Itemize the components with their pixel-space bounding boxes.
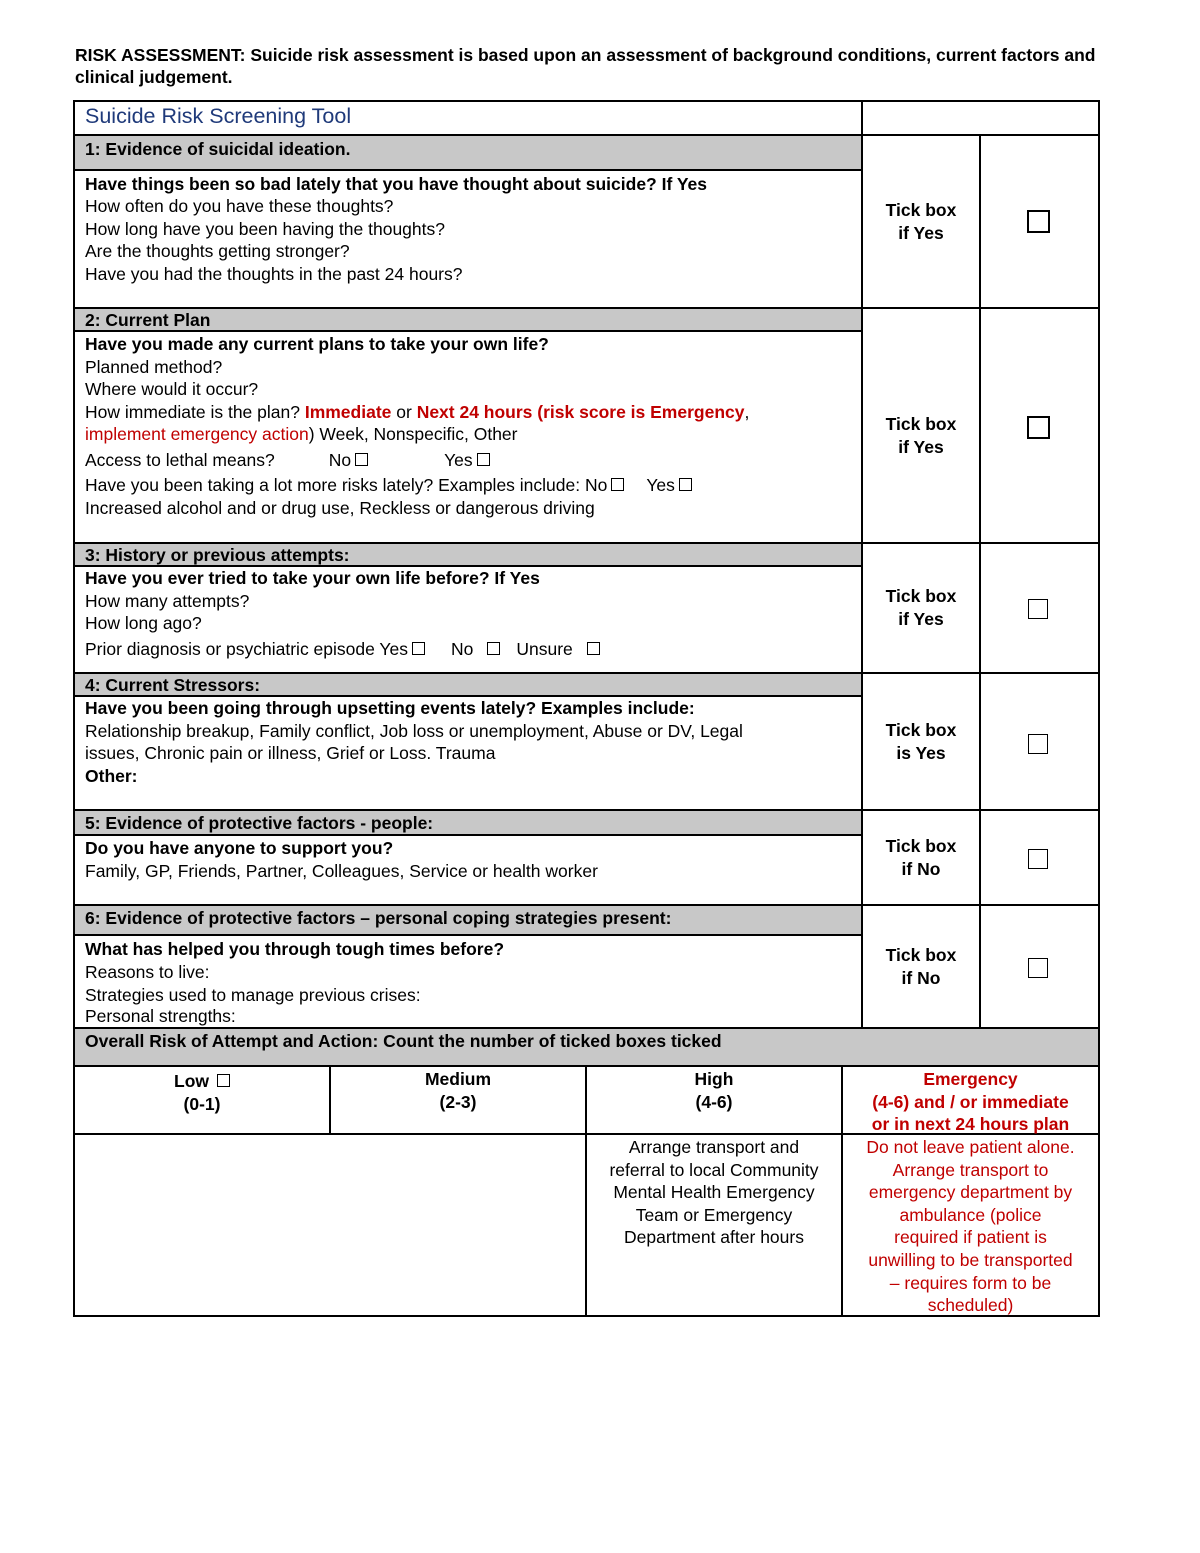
s3-checkbox[interactable] bbox=[1028, 599, 1048, 619]
s1-line: How often do you have these thoughts? bbox=[85, 196, 394, 216]
s3-prior-line: Prior diagnosis or psychiatric episode Yes No Unsure bbox=[85, 638, 600, 661]
overall-header: Overall Risk of Attempt and Action: Count the number of ticked boxes ticked bbox=[85, 1031, 722, 1051]
s6-line: Personal strengths: bbox=[85, 1006, 236, 1026]
s4-header: 4: Current Stressors: bbox=[85, 675, 261, 695]
s2-risks-line: Have you been taking a lot more risks lately? Examples include: No Yes bbox=[85, 474, 692, 497]
s1-tick-label: Tick box if Yes bbox=[885, 200, 957, 243]
s2-access-line: Access to lethal means? No Yes bbox=[85, 449, 490, 472]
emergency-action: Do not leave patient alone. Arrange transport to emergency department by ambulance (police required if patient is unwilling to be transported – requires form to be scheduled) bbox=[866, 1137, 1075, 1316]
prior-yes-checkbox[interactable] bbox=[412, 642, 425, 655]
s6-question: What has helped you through tough times before? bbox=[85, 939, 505, 959]
s5-question: Do you have anyone to support you? bbox=[85, 838, 394, 858]
s1-header: 1: Evidence of suicidal ideation. bbox=[85, 139, 351, 159]
risks-yes-checkbox[interactable] bbox=[679, 478, 692, 491]
s3-header: 3: History or previous attempts: bbox=[85, 545, 350, 565]
s5-line: Family, GP, Friends, Partner, Colleagues, Service or health worker bbox=[85, 861, 598, 881]
s2-immediate-line: How immediate is the plan? Immediate or Next 24 hours (risk score is Emergency, bbox=[85, 402, 750, 422]
s6-line: Strategies used to manage previous crises: bbox=[85, 985, 421, 1005]
prior-unsure-checkbox[interactable] bbox=[587, 642, 600, 655]
s2-examples: Increased alcohol and or drug use, Reckless or dangerous driving bbox=[85, 498, 595, 518]
risks-no-checkbox[interactable] bbox=[611, 478, 624, 491]
access-yes-checkbox[interactable] bbox=[477, 453, 490, 466]
risk-low: Low (0-1) bbox=[75, 1070, 329, 1115]
s4-line: issues, Chronic pain or illness, Grief or Loss. Trauma bbox=[85, 743, 496, 763]
s2-header: 2: Current Plan bbox=[85, 310, 211, 330]
prior-no-checkbox[interactable] bbox=[487, 642, 500, 655]
s1-line: How long have you been having the thoughts? bbox=[85, 219, 445, 239]
s3-question: Have you ever tried to take your own life before? If Yes bbox=[85, 568, 540, 588]
s6-line: Reasons to live: bbox=[85, 962, 210, 982]
s5-header: 5: Evidence of protective factors - people: bbox=[85, 813, 434, 833]
s4-line: Relationship breakup, Family conflict, Job loss or unemployment, Abuse or DV, Legal bbox=[85, 721, 743, 741]
s2-line: Planned method? bbox=[85, 357, 223, 377]
s3-tick-label: Tick box if Yes bbox=[885, 586, 957, 629]
access-no-checkbox[interactable] bbox=[355, 453, 368, 466]
s4-tick-label: Tick box is Yes bbox=[885, 720, 957, 763]
s1-line: Have you had the thoughts in the past 24 hours? bbox=[85, 264, 463, 284]
s6-checkbox[interactable] bbox=[1028, 958, 1048, 978]
risk-emergency: Emergency (4-6) and / or immediate or in next 24 hours plan bbox=[871, 1069, 1070, 1135]
s6-tick-label: Tick box if No bbox=[885, 945, 957, 988]
s2-checkbox[interactable] bbox=[1027, 416, 1050, 439]
risk-high: High (4-6) bbox=[694, 1069, 734, 1112]
s5-tick-label: Tick box if No bbox=[885, 836, 957, 879]
s3-line: How many attempts? bbox=[85, 591, 250, 611]
tool-title: Suicide Risk Screening Tool bbox=[85, 104, 352, 128]
s5-checkbox[interactable] bbox=[1028, 849, 1048, 869]
s2-line: Where would it occur? bbox=[85, 379, 259, 399]
intro-text: Suicide risk assessment is based upon an assessment of background conditions, current factors and clinical judgement. bbox=[75, 45, 1096, 87]
high-action: Arrange transport and referral to local Community Mental Health Emergency Team or Emergency Department after hours bbox=[609, 1137, 819, 1248]
s6-header: 6: Evidence of protective factors – personal coping strategies present: bbox=[85, 908, 672, 928]
s4-other: Other: bbox=[85, 766, 138, 786]
s3-line: How long ago? bbox=[85, 613, 202, 633]
s1-question: Have things been so bad lately that you have thought about suicide? If Yes bbox=[85, 174, 708, 194]
intro-paragraph bbox=[75, 44, 1125, 88]
intro-label: RISK ASSESSMENT: bbox=[75, 45, 246, 65]
s1-checkbox[interactable] bbox=[1027, 210, 1050, 233]
s1-line: Are the thoughts getting stronger? bbox=[85, 241, 350, 261]
s4-checkbox[interactable] bbox=[1028, 734, 1048, 754]
s2-action-line: implement emergency action) Week, Nonspecific, Other bbox=[85, 424, 518, 444]
s4-question: Have you been going through upsetting events lately? Examples include: bbox=[85, 698, 695, 718]
s2-tick-label: Tick box if Yes bbox=[885, 414, 957, 457]
risk-medium: Medium (2-3) bbox=[424, 1069, 492, 1112]
s2-question: Have you made any current plans to take your own life? bbox=[85, 334, 549, 354]
low-checkbox[interactable] bbox=[217, 1074, 230, 1087]
